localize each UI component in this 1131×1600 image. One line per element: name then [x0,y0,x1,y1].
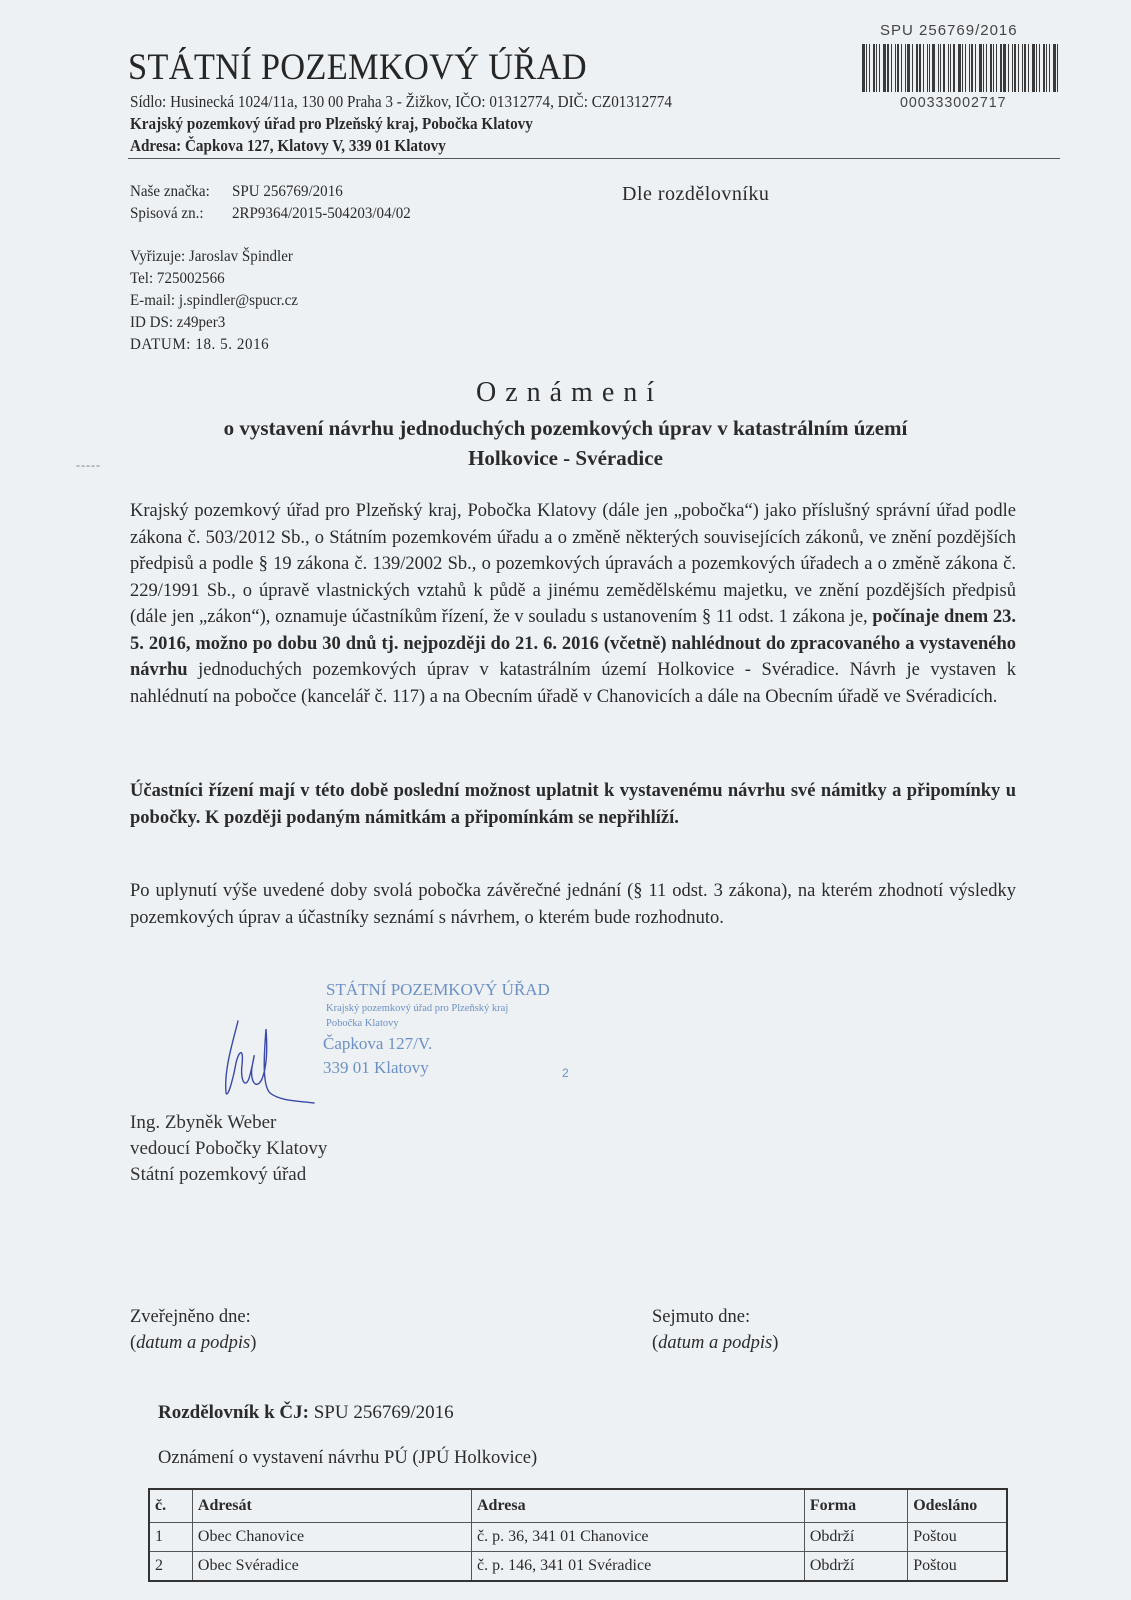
cell-form: Obdrží [804,1523,907,1552]
distribution-table [148,1488,1008,1582]
document-date: DATUM: 18. 5. 2016 [130,336,270,353]
cell-addressee: Obec Chanovice [192,1523,471,1552]
barcode-bar [1022,44,1023,92]
cell-number: 1 [149,1523,192,1552]
barcode-bar [1003,44,1006,92]
barcode-bar [905,44,906,92]
handled-by: Vyřizuje: Jaroslav Špindler [130,248,293,265]
barcode-bar [862,44,865,92]
barcode-bar [912,44,913,92]
cell-sent: Poštou [908,1523,1007,1552]
our-ref-value: SPU 256769/2016 [232,183,343,200]
stamp-city: 339 01 Klatovy [323,1058,429,1077]
stamp-office: Pobočka Klatovy [326,1018,399,1029]
organization-title: STÁTNÍ POZEMKOVÝ ÚŘAD [128,47,587,88]
distribution-heading-ref: SPU 256769/2016 [313,1402,454,1423]
barcode-bar [943,44,945,92]
barcode-bar [929,44,930,92]
signature-icon [210,1015,320,1105]
email[interactable]: E-mail: j.spindler@spucr.cz [130,292,298,309]
barcode-bar [1036,44,1037,92]
barcode-bar [876,44,877,92]
table-row [149,1552,1007,1582]
barcode-bar [948,44,949,92]
header-divider [128,158,1060,159]
barcode-bar [975,44,976,92]
removed-label: Sejmuto dne: [652,1307,751,1327]
barcode-bar [1039,44,1040,92]
stamp-title: STÁTNÍ POZEMKOVÝ ÚŘAD [326,980,550,999]
barcode-bar [916,44,918,92]
stamp-street: Čapkova 127/V. [323,1034,433,1053]
cell-address: č. p. 36, 341 01 Chanovice [472,1523,805,1552]
barcode-bar [883,44,886,92]
recipient: Dle rozdělovníku [622,183,770,205]
cell-address: č. p. 146, 341 01 Svéradice [472,1552,805,1582]
table-header-row [149,1489,1007,1523]
barcode-bar [996,44,997,92]
barcode-bar [907,44,910,92]
barcode-bar [958,44,961,92]
barcode-bar [1028,44,1029,92]
barcode-bar [895,44,896,92]
barcode-bar [965,44,966,92]
barcode-bar [1046,44,1047,92]
barcode-bar [979,44,982,92]
body-paragraph-2: Účastníci řízení mají v této době poslední možnost uplatnit k vystavenému návrhu své námitky a připomínky u pobočky. K později podaným námitkám a připomínkám se nepřihlíží. [130,781,1016,828]
barcode-bar [1000,44,1002,92]
barcode-bar [1043,44,1045,92]
barcode-bar [866,44,867,92]
barcode-icon [862,44,1060,92]
barcode-bar [986,44,987,92]
document-subtitle-line1: o vystavení návrhu jednoduchých pozemkových úprav v katastrálním území [223,416,908,440]
cell-number: 2 [149,1552,192,1582]
barcode-bar [1049,44,1050,92]
distribution-heading-label: Rozdělovník k ČJ: [158,1402,309,1423]
body-paragraph-1 [130,498,1016,710]
column-header-form: Forma [804,1489,907,1523]
barcode-bar [897,44,899,92]
paragraph-1-bold: počínaje dnem 23. 5. 2016, možno po dobu 30 dnů tj. nejpozději do 21. 6. 2016 (včetně) nahlédnout do zpracovaného a vystaveného návrhu [130,607,1017,680]
column-header-addressee: Adresát [192,1489,471,1523]
file-ref-value: 2RP9364/2015-504203/04/02 [232,205,411,222]
document-subtitle-line2: Holkovice - Svéradice [468,446,663,470]
stamp-number: 2 [562,1066,569,1080]
our-ref-label: Naše značka: [130,183,210,200]
published-hint: (datum a podpis) [130,1333,257,1353]
barcode-bar [887,44,889,92]
barcode-bar [932,44,935,92]
column-header-sent: Odesláno [908,1489,1007,1523]
barcode-bar [971,44,973,92]
barcode-bar [879,44,880,92]
barcode-bar [993,44,994,92]
barcode-bar [938,44,939,92]
address-line: Adresa: Čapkova 127, Klatovy V, 339 01 Klatovy [130,136,446,155]
barcode-bar [1014,44,1016,92]
barcode-bar [953,44,955,92]
barcode-bar [901,44,902,92]
barcode-bar [1057,44,1058,92]
barcode-bar [927,44,928,92]
column-header-number: č. [149,1489,192,1523]
barcode-bar [919,44,921,92]
cell-form: Obdrží [804,1552,907,1582]
barcode-bar [983,44,984,92]
distribution-description: Oznámení o vystavení návrhu PÚ (JPÚ Holkovice) [158,1448,538,1468]
barcode-bar [1012,44,1013,92]
seat-line: Sídlo: Husinecká 1024/11a, 130 00 Praha 3 - Žižkov, IČO: 01312774, DIČ: CZ01312774 [130,92,672,111]
cell-sent: Poštou [908,1552,1007,1582]
barcode-bar [962,44,963,92]
body-paragraph-3: Po uplynutí výše uvedené doby svolá pobočka závěrečné jednání (§ 11 odst. 3 zákona), na kterém zhodnotí výsledky pozemkových úprav a účastníky seznámí s návrhem, o kterém bude rozhodnuto. [130,881,1016,928]
barcode-bar [969,44,970,92]
data-box-id: ID DS: z49per3 [130,314,226,331]
table-row [149,1523,1007,1552]
barcode-reference: SPU 256769/2016 [880,22,1018,39]
stamp-branch: Krajský pozemkový úřad pro Plzeňský kraj [326,1003,509,1014]
barcode-bar [940,44,941,92]
barcode-bar [869,44,870,92]
removed-hint-text: datum a podpis [658,1333,773,1353]
barcode-bar [923,44,924,92]
branch-line: Krajský pozemkový úřad pro Plzeňský kraj, Pobočka Klatovy [130,114,533,133]
signatory-name: Ing. Zbyněk Weber [130,1112,277,1133]
distribution-heading [158,1402,454,1424]
barcode-bar [891,44,892,92]
signatory-organization: Státní pozemkový úřad [130,1164,307,1185]
paragraph-1-text-b: jednoduchých pozemkových úprav v katastrálním území Holkovice - Svéradice. Návrh je vystaven k nahlédnutí na pobočce (kancelář č. 117) a na Obecním úřadě v Chanovicích a dále na Obecním úřadě ve Svéradicích. [130,660,1016,707]
file-ref-label: Spisová zn.: [130,205,204,222]
paragraph-1-text-a: Krajský pozemkový úřad pro Plzeňský kraj, Pobočka Klatovy (dále jen „pobočka“) jako příslušný správní úřad podle zákona č. 503/2012 Sb., o Státním pozemkovém úřadu a o změně některých souvisejících zákonů, ve znění pozdějších předpisů a podle § 19 zákona č. 139/2002 Sb., o pozemkových úpravách a pozemkových úřadech a o změně zákona č. 229/1991 Sb., o úpravě vlastnických vztahů k půdě a jinému zemědělskému majetku, ve znění pozdějších předpisů (dále jen „zákon“), oznamuje účastníkům řízení, že v souladu s ustanovením § 11 odst. 1 zákona je, [130,501,1016,627]
margin-mark: ----- [76,458,101,472]
barcode-bar [1032,44,1035,92]
cell-addressee: Obec Svéradice [192,1552,471,1582]
document-title: Oznámení [475,377,664,408]
phone: Tel: 725002566 [130,270,225,287]
published-hint-text: datum a podpis [136,1333,251,1353]
barcode-bar [1053,44,1056,92]
barcode-bar [1008,44,1009,92]
barcode-number: 000333002717 [900,94,1007,111]
barcode-bar [950,44,951,92]
barcode-bar [990,44,992,92]
published-label: Zveřejněno dne: [130,1307,251,1327]
column-header-address: Adresa [472,1489,805,1523]
barcode-bar [873,44,875,92]
removed-hint: (datum a podpis) [652,1333,779,1353]
barcode-bar [1018,44,1019,92]
signatory-role: vedoucí Pobočky Klatovy [130,1138,328,1159]
barcode-bar [1024,44,1026,92]
